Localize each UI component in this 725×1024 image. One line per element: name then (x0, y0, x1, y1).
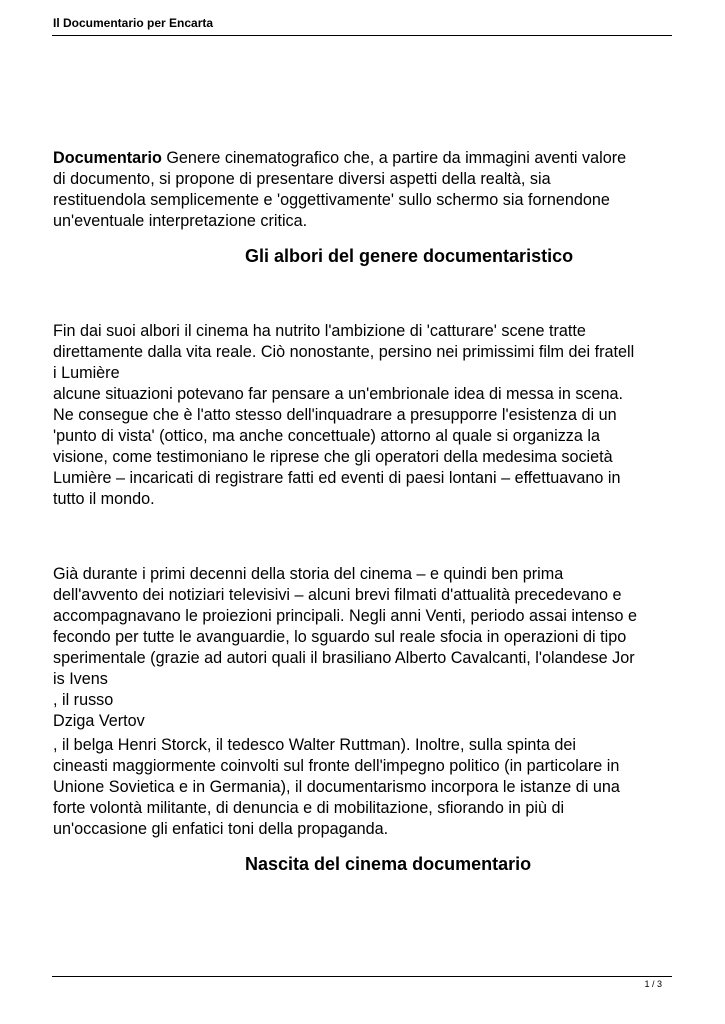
intro-line: un'eventuale interpretazione critica. (53, 212, 308, 230)
paragraph-line: visione, come testimoniano le riprese che gli operatori della medesima società (53, 448, 613, 466)
paragraph-line: , il belga Henri Storck, il tedesco Walter Ruttman). Inoltre, sulla spinta dei (53, 736, 577, 754)
paragraph-line: accompagnavano le proiezioni principali. Negli anni Venti, periodo assai intenso e (53, 607, 638, 625)
paragraph-line: Dziga Vertov (53, 712, 145, 730)
paragraph-line: direttamente dalla vita reale. Ciò nonostante, persino nei primissimi film dei fratell (53, 343, 635, 361)
paragraph-line: 'punto di vista' (ottico, ma anche concettuale) attorno al quale si organizza la (53, 427, 600, 445)
paragraph-line: forte volontà militante, di denuncia e di mobilitazione, sfiorando in più di (53, 799, 565, 817)
definition-text: Genere cinematografico che, a partire da immagini aventi valore (161, 149, 627, 167)
intro-line: di documento, si propone di presentare diversi aspetti della realtà, sia (53, 170, 551, 188)
header-divider (52, 35, 672, 36)
paragraph-line: Fin dai suoi albori il cinema ha nutrito l'ambizione di 'catturare' scene tratte (53, 322, 586, 340)
page-number: 1 / 3 (644, 979, 662, 989)
paragraph-line: dell'avvento dei notiziari televisivi – alcuni brevi filmati d'attualità precedevano e (53, 586, 622, 604)
section-heading-origins: Gli albori del genere documentaristico (245, 246, 574, 266)
section-heading-birth: Nascita del cinema documentario (245, 854, 532, 874)
paragraph-line: Già durante i primi decenni della storia del cinema – e quindi ben prima (53, 565, 564, 583)
paragraph-line: cineasti maggiormente coinvolti sul fronte dell'impegno politico (in particolare in (53, 757, 620, 775)
paragraph-line: Ne consegue che è l'atto stesso dell'inquadrare a presupporre l'esistenza di un (53, 406, 617, 424)
intro-line (53, 148, 626, 169)
document-header-title: Il Documentario per Encarta (53, 16, 214, 30)
paragraph-line: un'occasione gli enfatici toni della propaganda. (53, 820, 389, 838)
paragraph-line: Unione Sovietica e in Germania), il documentarismo incorpora le istanze di una (53, 778, 620, 796)
paragraph-line: fecondo per tutte le avanguardie, lo sguardo sul reale sfocia in operazioni di tipo (53, 628, 627, 646)
paragraph-line: sperimentale (grazie ad autori quali il brasiliano Alberto Cavalcanti, l'olandese Jor (53, 649, 635, 667)
paragraph-line: tutto il mondo. (53, 490, 155, 508)
paragraph-line: is Ivens (53, 670, 108, 688)
paragraph-line: alcune situazioni potevano far pensare a un'embrionale idea di messa in scena. (53, 385, 624, 403)
paragraph-line: Lumière – incaricati di registrare fatti ed eventi di paesi lontani – effettuavano in (53, 469, 621, 487)
definition-term: Documentario (53, 149, 162, 167)
paragraph-line: i Lumière (53, 364, 120, 382)
intro-line: restituendola semplicemente e 'oggettivamente' sullo schermo sia fornendone (53, 191, 610, 209)
paragraph-line: , il russo (53, 691, 114, 709)
footer-divider (52, 976, 672, 977)
